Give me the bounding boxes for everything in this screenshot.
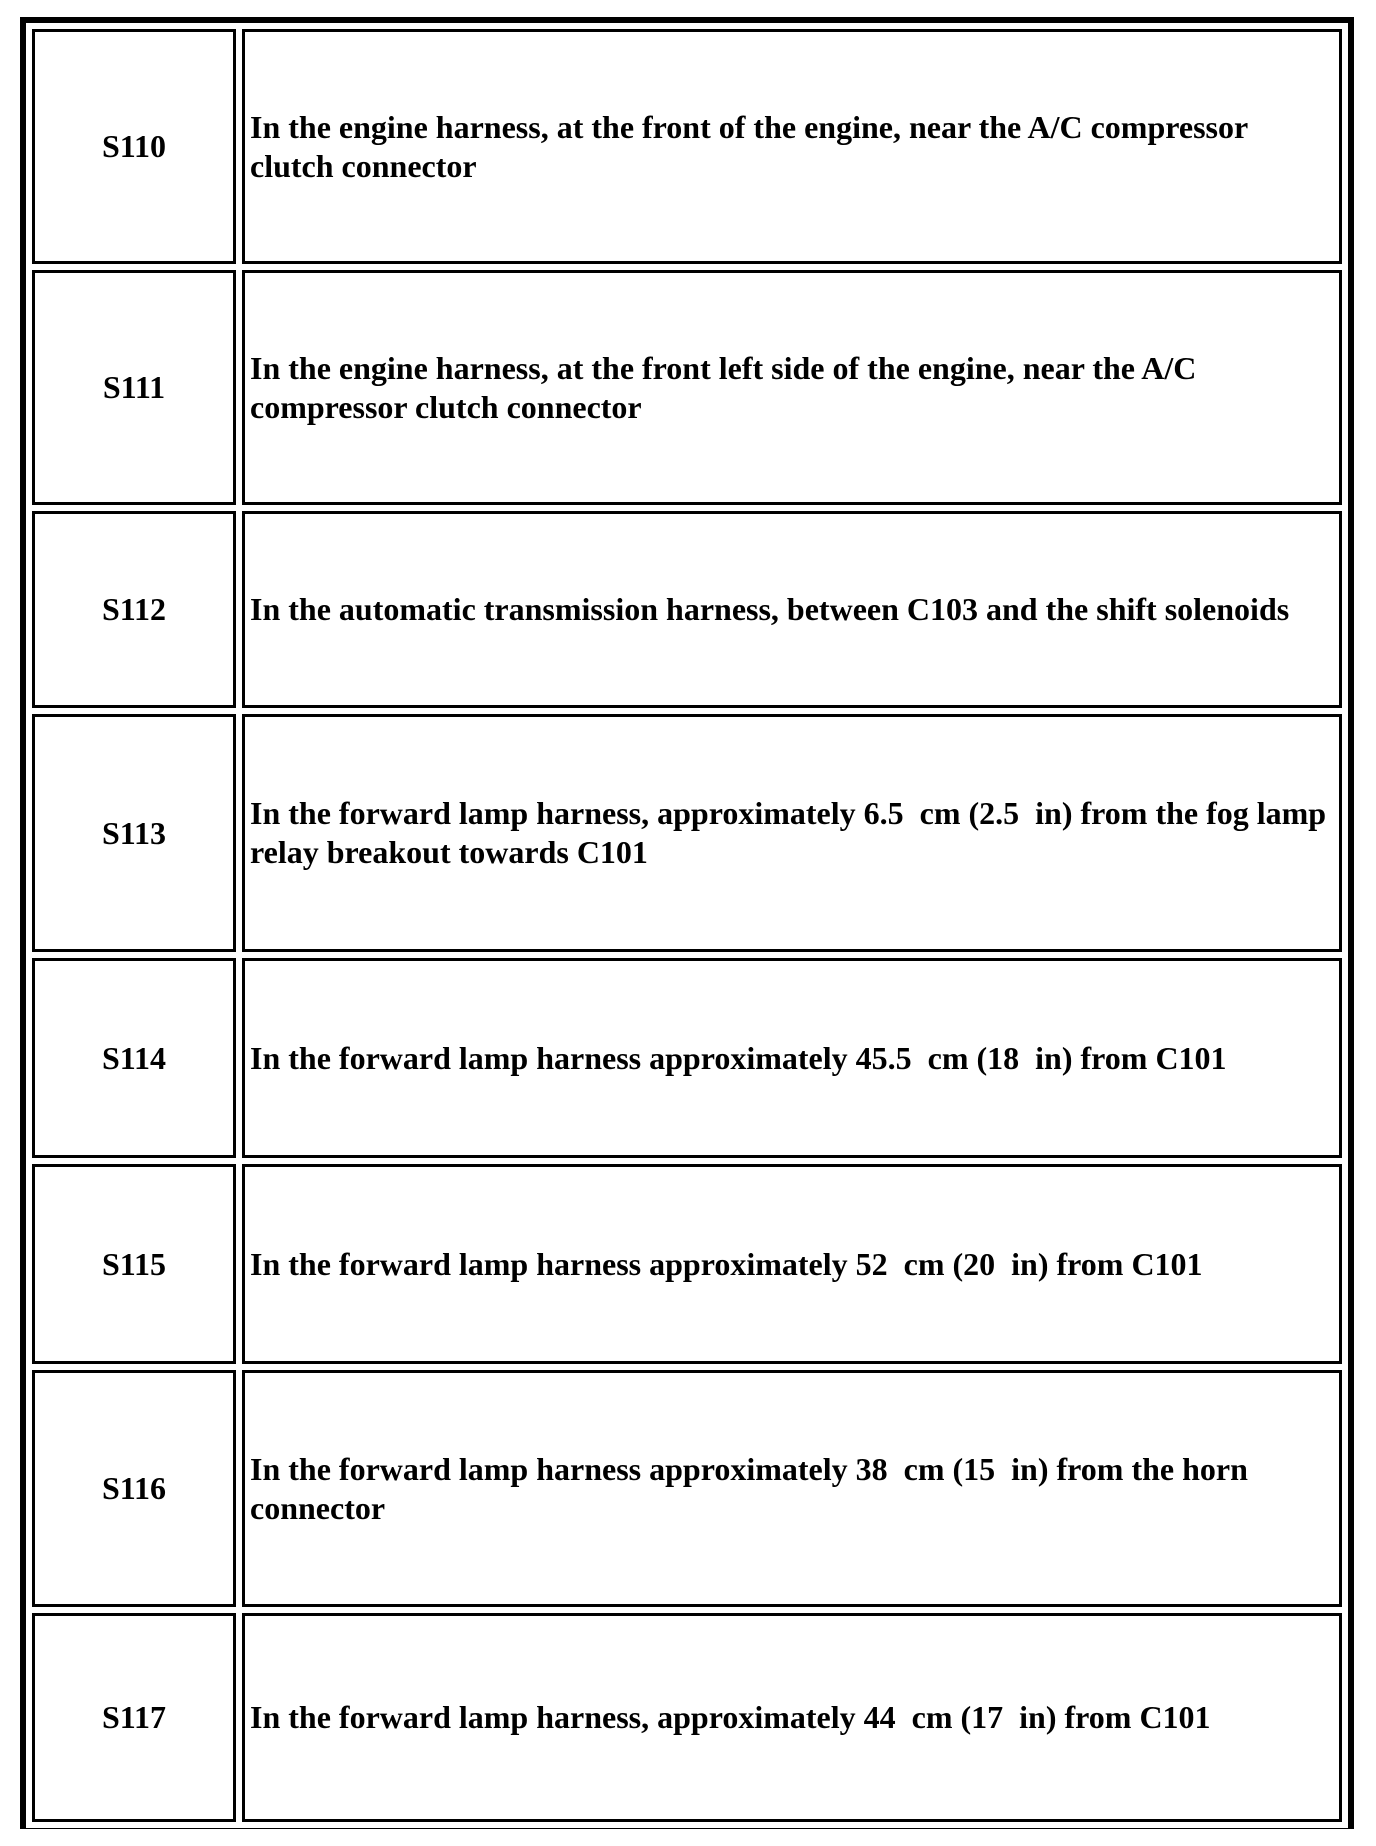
splice-location-cell: In the engine harness, at the front left side of the engine, near the A/C compressor clutch connector — [242, 270, 1342, 505]
table-row — [32, 270, 1342, 505]
splice-location-cell: In the forward lamp harness approximately 45.5 cm (18 in) from C101 — [242, 958, 1342, 1158]
splice-id-cell: S113 — [32, 714, 236, 952]
splice-id-cell: S110 — [32, 29, 236, 264]
splice-id-cell: S116 — [32, 1370, 236, 1607]
splice-location-cell: In the forward lamp harness, approximately 6.5 cm (2.5 in) from the fog lamp relay breakout towards C101 — [242, 714, 1342, 952]
table-row — [32, 714, 1342, 952]
splice-location-cell: In the forward lamp harness, approximately 44 cm (17 in) from C101 — [242, 1613, 1342, 1822]
table-row — [32, 1164, 1342, 1364]
splice-id-cell: S111 — [32, 270, 236, 505]
splice-id-cell: S115 — [32, 1164, 236, 1364]
table-row — [32, 1613, 1342, 1822]
splice-location-cell: In the engine harness, at the front of the engine, near the A/C compressor clutch connector — [242, 29, 1342, 264]
splice-location-cell: In the forward lamp harness approximately 52 cm (20 in) from C101 — [242, 1164, 1342, 1364]
table-row — [32, 1370, 1342, 1607]
table-row — [32, 29, 1342, 264]
splice-id-cell: S114 — [32, 958, 236, 1158]
splice-location-cell: In the forward lamp harness approximately 38 cm (15 in) from the horn connector — [242, 1370, 1342, 1607]
splice-id-cell: S112 — [32, 511, 236, 708]
splice-location-table — [26, 23, 1348, 1828]
table-row — [32, 958, 1342, 1158]
splice-location-cell: In the automatic transmission harness, between C103 and the shift solenoids — [242, 511, 1342, 708]
table-row — [32, 511, 1342, 708]
splice-id-cell: S117 — [32, 1613, 236, 1822]
splice-location-table-frame — [20, 17, 1354, 1829]
